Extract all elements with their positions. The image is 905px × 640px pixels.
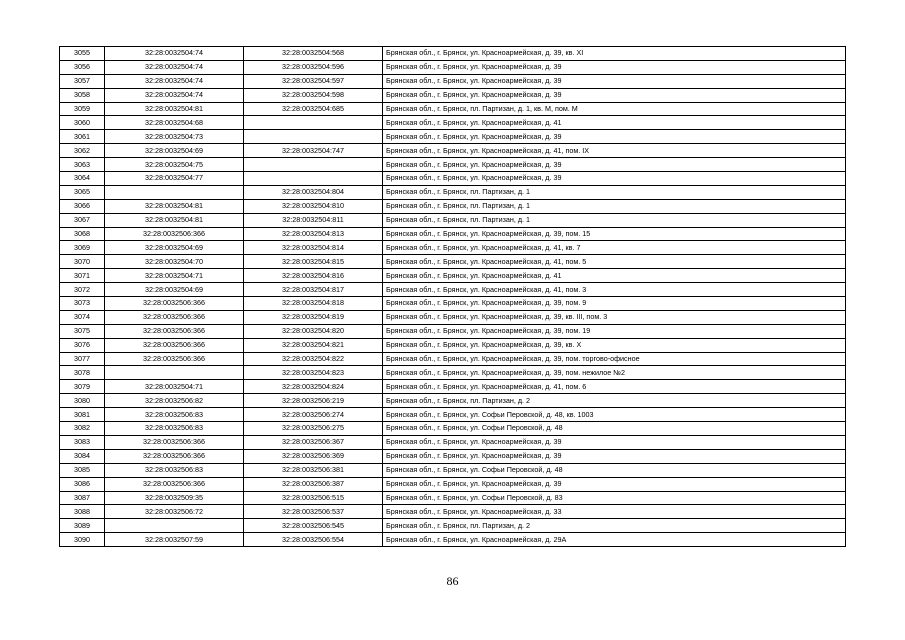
address-cell: Брянская обл., г. Брянск, ул. Красноармейская, д. 39, кв. Х [383, 338, 846, 352]
row-number-cell: 3077 [60, 352, 105, 366]
table-row [60, 297, 846, 311]
object-cadastral-number-cell [244, 172, 383, 186]
object-cadastral-number-cell: 32:28:0032504:821 [244, 338, 383, 352]
address-cell: Брянская обл., г. Брянск, ул. Красноармейская, д. 39, пом. 19 [383, 324, 846, 338]
address-cell: Брянская обл., г. Брянск, ул. Красноармейская, д. 39 [383, 172, 846, 186]
row-number-cell: 3076 [60, 338, 105, 352]
row-number-cell: 3061 [60, 130, 105, 144]
address-cell: Брянская обл., г. Брянск, ул. Софьи Перовской, д. 48 [383, 463, 846, 477]
cadastral-number-cell: 32:28:0032504:68 [105, 116, 244, 130]
address-cell: Брянская обл., г. Брянск, ул. Красноармейская, д. 39 [383, 88, 846, 102]
cadastral-number-cell: 32:28:0032506:366 [105, 449, 244, 463]
row-number-cell: 3089 [60, 519, 105, 533]
row-number-cell: 3073 [60, 297, 105, 311]
object-cadastral-number-cell: 32:28:0032504:813 [244, 227, 383, 241]
cadastral-number-cell: 32:28:0032506:83 [105, 422, 244, 436]
row-number-cell: 3075 [60, 324, 105, 338]
row-number-cell: 3066 [60, 199, 105, 213]
table-row [60, 380, 846, 394]
object-cadastral-number-cell: 32:28:0032504:815 [244, 255, 383, 269]
object-cadastral-number-cell: 32:28:0032506:275 [244, 422, 383, 436]
row-number-cell: 3083 [60, 435, 105, 449]
object-cadastral-number-cell: 32:28:0032504:568 [244, 47, 383, 61]
cadastral-number-cell: 32:28:0032504:81 [105, 199, 244, 213]
object-cadastral-number-cell: 32:28:0032504:823 [244, 366, 383, 380]
table-row [60, 324, 846, 338]
cadastral-number-cell: 32:28:0032509:35 [105, 491, 244, 505]
address-cell: Брянская обл., г. Брянск, ул. Красноармейская, д. 29А [383, 533, 846, 547]
address-cell: Брянская обл., г. Брянск, ул. Красноармейская, д. 41, пом. 3 [383, 283, 846, 297]
row-number-cell: 3070 [60, 255, 105, 269]
object-cadastral-number-cell: 32:28:0032506:367 [244, 435, 383, 449]
cadastral-number-cell: 32:28:0032506:366 [105, 324, 244, 338]
address-cell: Брянская обл., г. Брянск, ул. Софьи Перовской, д. 48 [383, 422, 846, 436]
address-cell: Брянская обл., г. Брянск, пл. Партизан, д. 2 [383, 519, 846, 533]
object-cadastral-number-cell: 32:28:0032504:814 [244, 241, 383, 255]
registry-table-body [60, 47, 846, 547]
cadastral-number-cell: 32:28:0032506:83 [105, 463, 244, 477]
cadastral-number-cell: 32:28:0032506:366 [105, 477, 244, 491]
row-number-cell: 3056 [60, 60, 105, 74]
object-cadastral-number-cell: 32:28:0032504:685 [244, 102, 383, 116]
row-number-cell: 3078 [60, 366, 105, 380]
cadastral-number-cell: 32:28:0032506:366 [105, 310, 244, 324]
table-row [60, 283, 846, 297]
table-row [60, 408, 846, 422]
object-cadastral-number-cell: 32:28:0032506:515 [244, 491, 383, 505]
row-number-cell: 3065 [60, 185, 105, 199]
cadastral-number-cell: 32:28:0032507:59 [105, 533, 244, 547]
registry-table [59, 46, 846, 547]
row-number-cell: 3085 [60, 463, 105, 477]
address-cell: Брянская обл., г. Брянск, ул. Красноармейская, д. 41, кв. 7 [383, 241, 846, 255]
object-cadastral-number-cell: 32:28:0032504:597 [244, 74, 383, 88]
address-cell: Брянская обл., г. Брянск, ул. Красноармейская, д. 39, пом. 15 [383, 227, 846, 241]
address-cell: Брянская обл., г. Брянск, ул. Красноармейская, д. 41 [383, 116, 846, 130]
table-row [60, 130, 846, 144]
row-number-cell: 3072 [60, 283, 105, 297]
cadastral-number-cell: 32:28:0032506:366 [105, 338, 244, 352]
object-cadastral-number-cell: 32:28:0032504:811 [244, 213, 383, 227]
address-cell: Брянская обл., г. Брянск, ул. Красноармейская, д. 39 [383, 74, 846, 88]
row-number-cell: 3080 [60, 394, 105, 408]
row-number-cell: 3071 [60, 269, 105, 283]
address-cell: Брянская обл., г. Брянск, ул. Красноармейская, д. 39 [383, 435, 846, 449]
cadastral-number-cell: 32:28:0032506:366 [105, 227, 244, 241]
table-row [60, 310, 846, 324]
table-row [60, 491, 846, 505]
cadastral-number-cell: 32:28:0032504:74 [105, 74, 244, 88]
object-cadastral-number-cell: 32:28:0032504:804 [244, 185, 383, 199]
table-row [60, 519, 846, 533]
table-row [60, 366, 846, 380]
table-row [60, 102, 846, 116]
row-number-cell: 3058 [60, 88, 105, 102]
cadastral-number-cell: 32:28:0032504:74 [105, 88, 244, 102]
address-cell: Брянская обл., г. Брянск, пл. Партизан, д. 1 [383, 213, 846, 227]
address-cell: Брянская обл., г. Брянск, ул. Красноармейская, д. 39 [383, 477, 846, 491]
row-number-cell: 3055 [60, 47, 105, 61]
table-row [60, 116, 846, 130]
address-cell: Брянская обл., г. Брянск, ул. Красноармейская, д. 41, пом. 5 [383, 255, 846, 269]
address-cell: Брянская обл., г. Брянск, ул. Софьи Перовской, д. 83 [383, 491, 846, 505]
cadastral-number-cell: 32:28:0032506:366 [105, 352, 244, 366]
row-number-cell: 3082 [60, 422, 105, 436]
table-row [60, 255, 846, 269]
address-cell: Брянская обл., г. Брянск, пл. Партизан, д. 1 [383, 199, 846, 213]
table-row [60, 422, 846, 436]
cadastral-number-cell: 32:28:0032504:75 [105, 158, 244, 172]
row-number-cell: 3067 [60, 213, 105, 227]
object-cadastral-number-cell: 32:28:0032504:817 [244, 283, 383, 297]
cadastral-number-cell: 32:28:0032506:82 [105, 394, 244, 408]
row-number-cell: 3062 [60, 144, 105, 158]
table-row [60, 505, 846, 519]
object-cadastral-number-cell: 32:28:0032504:824 [244, 380, 383, 394]
row-number-cell: 3084 [60, 449, 105, 463]
object-cadastral-number-cell: 32:28:0032504:747 [244, 144, 383, 158]
row-number-cell: 3081 [60, 408, 105, 422]
cadastral-number-cell: 32:28:0032504:71 [105, 380, 244, 394]
cadastral-number-cell [105, 366, 244, 380]
row-number-cell: 3079 [60, 380, 105, 394]
cadastral-number-cell: 32:28:0032506:83 [105, 408, 244, 422]
cadastral-number-cell: 32:28:0032506:366 [105, 435, 244, 449]
row-number-cell: 3087 [60, 491, 105, 505]
table-row [60, 269, 846, 283]
address-cell: Брянская обл., г. Брянск, ул. Красноармейская, д. 39, пом. 9 [383, 297, 846, 311]
cadastral-number-cell: 32:28:0032506:72 [105, 505, 244, 519]
table-row [60, 435, 846, 449]
table-row [60, 449, 846, 463]
cadastral-number-cell: 32:28:0032504:73 [105, 130, 244, 144]
object-cadastral-number-cell: 32:28:0032506:219 [244, 394, 383, 408]
address-cell: Брянская обл., г. Брянск, пл. Партизан, д. 2 [383, 394, 846, 408]
cadastral-number-cell: 32:28:0032504:69 [105, 144, 244, 158]
address-cell: Брянская обл., г. Брянск, ул. Красноармейская, д. 39 [383, 158, 846, 172]
page-number: 86 [446, 574, 459, 588]
table-row [60, 338, 846, 352]
address-cell: Брянская обл., г. Брянск, ул. Красноармейская, д. 41 [383, 269, 846, 283]
row-number-cell: 3074 [60, 310, 105, 324]
cadastral-number-cell: 32:28:0032504:77 [105, 172, 244, 186]
table-row [60, 60, 846, 74]
cadastral-number-cell: 32:28:0032504:81 [105, 102, 244, 116]
row-number-cell: 3068 [60, 227, 105, 241]
cadastral-number-cell: 32:28:0032504:69 [105, 241, 244, 255]
table-row [60, 47, 846, 61]
table-row [60, 533, 846, 547]
address-cell: Брянская обл., г. Брянск, ул. Красноармейская, д. 39, кв. III, пом. 3 [383, 310, 846, 324]
object-cadastral-number-cell [244, 116, 383, 130]
address-cell: Брянская обл., г. Брянск, пл. Партизан, д. 1, кв. М, пом. М [383, 102, 846, 116]
address-cell: Брянская обл., г. Брянск, ул. Красноармейская, д. 39 [383, 130, 846, 144]
cadastral-number-cell: 32:28:0032504:69 [105, 283, 244, 297]
table-row [60, 88, 846, 102]
address-cell: Брянская обл., г. Брянск, ул. Красноармейская, д. 39 [383, 60, 846, 74]
table-row [60, 199, 846, 213]
table-row [60, 144, 846, 158]
object-cadastral-number-cell: 32:28:0032504:822 [244, 352, 383, 366]
cadastral-number-cell: 32:28:0032504:74 [105, 47, 244, 61]
address-cell: Брянская обл., г. Брянск, ул. Красноармейская, д. 39, кв. XI [383, 47, 846, 61]
object-cadastral-number-cell: 32:28:0032506:381 [244, 463, 383, 477]
row-number-cell: 3057 [60, 74, 105, 88]
object-cadastral-number-cell: 32:28:0032506:554 [244, 533, 383, 547]
object-cadastral-number-cell: 32:28:0032506:387 [244, 477, 383, 491]
cadastral-number-cell: 32:28:0032506:366 [105, 297, 244, 311]
address-cell: Брянская обл., г. Брянск, ул. Красноармейская, д. 39 [383, 449, 846, 463]
row-number-cell: 3088 [60, 505, 105, 519]
cadastral-number-cell: 32:28:0032504:81 [105, 213, 244, 227]
table-row [60, 74, 846, 88]
table-row [60, 172, 846, 186]
object-cadastral-number-cell: 32:28:0032506:537 [244, 505, 383, 519]
address-cell: Брянская обл., г. Брянск, ул. Красноармейская, д. 41, пом. IX [383, 144, 846, 158]
address-cell: Брянская обл., г. Брянск, ул. Софьи Перовской, д. 48, кв. 1003 [383, 408, 846, 422]
table-row [60, 213, 846, 227]
address-cell: Брянская обл., г. Брянск, ул. Красноармейская, д. 39, пом. нежилое №2 [383, 366, 846, 380]
table-row [60, 394, 846, 408]
address-cell: Брянская обл., г. Брянск, ул. Красноармейская, д. 39, пом. торгово-офисное [383, 352, 846, 366]
object-cadastral-number-cell [244, 130, 383, 144]
table-row [60, 241, 846, 255]
table-row [60, 352, 846, 366]
row-number-cell: 3059 [60, 102, 105, 116]
cadastral-number-cell: 32:28:0032504:70 [105, 255, 244, 269]
cadastral-number-cell: 32:28:0032504:74 [105, 60, 244, 74]
row-number-cell: 3069 [60, 241, 105, 255]
object-cadastral-number-cell: 32:28:0032504:820 [244, 324, 383, 338]
object-cadastral-number-cell: 32:28:0032504:596 [244, 60, 383, 74]
object-cadastral-number-cell: 32:28:0032504:818 [244, 297, 383, 311]
object-cadastral-number-cell: 32:28:0032506:369 [244, 449, 383, 463]
table-row [60, 158, 846, 172]
row-number-cell: 3090 [60, 533, 105, 547]
object-cadastral-number-cell: 32:28:0032504:816 [244, 269, 383, 283]
cadastral-number-cell [105, 185, 244, 199]
table-row [60, 463, 846, 477]
table-row [60, 185, 846, 199]
object-cadastral-number-cell: 32:28:0032504:810 [244, 199, 383, 213]
object-cadastral-number-cell: 32:28:0032504:819 [244, 310, 383, 324]
object-cadastral-number-cell: 32:28:0032506:274 [244, 408, 383, 422]
object-cadastral-number-cell: 32:28:0032504:598 [244, 88, 383, 102]
cadastral-number-cell: 32:28:0032504:71 [105, 269, 244, 283]
address-cell: Брянская обл., г. Брянск, ул. Красноармейская, д. 33 [383, 505, 846, 519]
row-number-cell: 3063 [60, 158, 105, 172]
row-number-cell: 3060 [60, 116, 105, 130]
row-number-cell: 3086 [60, 477, 105, 491]
object-cadastral-number-cell [244, 158, 383, 172]
address-cell: Брянская обл., г. Брянск, ул. Красноармейская, д. 41, пом. 6 [383, 380, 846, 394]
table-row [60, 227, 846, 241]
address-cell: Брянская обл., г. Брянск, пл. Партизан, д. 1 [383, 185, 846, 199]
cadastral-number-cell [105, 519, 244, 533]
row-number-cell: 3064 [60, 172, 105, 186]
table-row [60, 477, 846, 491]
object-cadastral-number-cell: 32:28:0032506:545 [244, 519, 383, 533]
